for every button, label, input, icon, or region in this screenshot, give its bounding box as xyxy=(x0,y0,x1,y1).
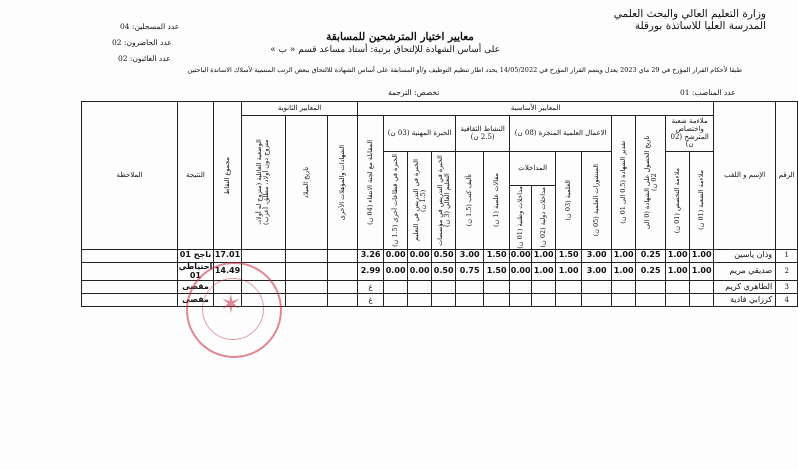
cell: 3.00 xyxy=(582,249,612,262)
cell xyxy=(242,249,286,262)
header-talks-int: مداخلات دولية (02 ن) xyxy=(532,186,556,250)
cell xyxy=(432,281,456,294)
header-exp-teaching: الخبرة في التدريس في التعليم (1.5 ن) xyxy=(408,152,432,250)
cell: 1.00 xyxy=(556,262,582,281)
cell xyxy=(484,281,510,294)
cell: 1.00 xyxy=(612,262,636,281)
cell xyxy=(582,281,612,294)
official-stamp xyxy=(186,262,282,358)
table-row xyxy=(82,262,798,281)
cell: 1.00 xyxy=(666,249,690,262)
cell xyxy=(384,294,408,307)
header-prof-group: الخبرة المهنية (03 ن) xyxy=(384,116,456,152)
cell xyxy=(690,294,714,307)
cell: 0.00 xyxy=(408,249,432,262)
header-exp-other: الخبرة في قطاعات أخرى (1.5 ن) xyxy=(384,152,408,250)
cell: 1.50 xyxy=(484,249,510,262)
row-rank: 2 xyxy=(776,262,798,281)
cell xyxy=(456,294,484,307)
row-total: 17.01 xyxy=(214,249,242,262)
present-count: عدد الحاضرون: 02 xyxy=(112,38,172,47)
cell: غ xyxy=(358,281,384,294)
cell xyxy=(408,294,432,307)
row-result: احتياطي 01 xyxy=(178,261,213,280)
cell xyxy=(556,294,582,307)
row-note xyxy=(82,281,178,294)
registered-count: عدد المسجلين: 04 xyxy=(120,22,180,31)
cell xyxy=(384,281,408,294)
cell: 1.00 xyxy=(612,249,636,262)
header-talks: المداخلات xyxy=(510,152,556,186)
cell xyxy=(510,281,532,294)
cell: 0.00 xyxy=(384,262,408,281)
cell xyxy=(328,294,358,307)
cell: 1.50 xyxy=(484,262,510,281)
cell xyxy=(432,294,456,307)
cell: 0.50 xyxy=(432,249,456,262)
header-result: النتيجة xyxy=(178,102,214,250)
row-note xyxy=(82,249,178,262)
cell: 1.00 xyxy=(532,249,556,262)
header-sec-family: الوضعية العائلية (متزوج له أولاد، متزوج دون أولاد، مطلق، أعزب) xyxy=(242,116,286,250)
row-rank: 1 xyxy=(776,249,798,262)
page-title: معايير اختيار المترشحين للمسابقة xyxy=(326,31,474,43)
cell xyxy=(484,294,510,307)
cell: 1.00 xyxy=(690,262,714,281)
header-scientific: العلمية (03 ن) xyxy=(556,152,582,250)
cell xyxy=(666,294,690,307)
cell: 3.00 xyxy=(456,249,484,262)
row-rank: 4 xyxy=(776,294,798,307)
cell xyxy=(532,294,556,307)
header-articles: مقالات علمية (1 ن) xyxy=(484,152,510,250)
row-name: كرزابي فادية xyxy=(714,294,776,307)
cell: 0.00 xyxy=(384,249,408,262)
absent-count: عدد الغائبون: 02 xyxy=(118,54,171,63)
header-cultural-group: النشاط الثقافية (2.5 ن) xyxy=(456,116,510,152)
cell xyxy=(636,294,666,307)
legal-reference: طبقا لأحكام القرار المؤرخ في 29 ماي 2023 يعدل ويتمم القرار المؤرخ في 14/05/2022 يحدد اطار تنظيم التوظيف و/أو المسابقة على أساس الشهادة للالتحاق ببعض الرتب المنتمية لأسلاك الاساتذة الباحثين xyxy=(187,66,742,74)
header-total: مجموع النقاط xyxy=(214,102,242,250)
cell: 2.99 xyxy=(358,262,384,281)
cell: 0.25 xyxy=(636,262,666,281)
cell xyxy=(556,281,582,294)
header-notes: الملاحظة xyxy=(82,102,178,250)
cell xyxy=(328,262,358,281)
header-name: الإسم و اللقب xyxy=(714,102,776,250)
cell xyxy=(328,281,358,294)
cell xyxy=(286,281,328,294)
cell: 1.50 xyxy=(556,249,582,262)
row-total: 14.49 xyxy=(214,262,242,281)
cell: 3.26 xyxy=(358,249,384,262)
cell xyxy=(408,281,432,294)
row-name: صديقي مريم xyxy=(714,262,776,281)
cell xyxy=(636,281,666,294)
row-note xyxy=(82,262,178,281)
criteria-table xyxy=(81,101,798,307)
row-result: ناجح 01 xyxy=(178,249,214,262)
page-subtitle: على أساس الشهادة للإلتحاق برتبة: أستاذ مساعد قسم « ب » xyxy=(270,45,500,55)
cell xyxy=(456,281,484,294)
row-note xyxy=(82,294,178,307)
header-books: تأليف كتب (1.5 ن) xyxy=(456,152,484,250)
row-result: مقصى xyxy=(178,281,214,294)
stamp-star-icon: ✶ xyxy=(220,290,242,320)
cell: 0.25 xyxy=(636,249,666,262)
cell: 3.00 xyxy=(582,262,612,281)
cell: غ xyxy=(358,294,384,307)
specialty: تخصص: الترجمة xyxy=(388,88,440,97)
table-row xyxy=(82,249,798,262)
cell xyxy=(582,294,612,307)
cell xyxy=(328,249,358,262)
header-basic-criteria: المعايير الأساسية xyxy=(358,102,714,116)
header-works-group: الاعمال العلمية المنجزة (08 ن) xyxy=(510,116,612,152)
header-fit-group: ملاءمة شعبة واختصاص المترشح (02 ن) xyxy=(666,116,714,152)
row-rank: 3 xyxy=(776,281,798,294)
cell: 0.00 xyxy=(510,249,532,262)
row-name: وذان ياسين xyxy=(714,249,776,262)
header-fit-spec: ملاءمة التخصص (01 ن) xyxy=(666,152,690,250)
cell: 0.50 xyxy=(432,262,456,281)
header-interview: المقابلة مع لجنة الانتقاء (04 ن) xyxy=(358,116,384,250)
header-other-certs: الشهادات والمؤهلات الأخرى xyxy=(328,116,358,250)
header-grade: تقدير الشهادة (0.5 الى 01 ن) xyxy=(612,116,636,250)
posts-count: عدد المناصب: 01 xyxy=(680,88,736,97)
cell xyxy=(612,294,636,307)
header-pubs: المنشورات العلمية (05 ن) xyxy=(582,152,612,250)
cell: 0.00 xyxy=(408,262,432,281)
row-name: الطاهري كريم xyxy=(714,281,776,294)
cell: 1.00 xyxy=(532,262,556,281)
cell xyxy=(286,249,328,262)
header-fit-branch: ملاءمة الشعبة (01 ن) xyxy=(690,152,714,250)
header-secondary-criteria: المعايير الثانوية xyxy=(242,102,358,116)
cell xyxy=(286,294,328,307)
cell xyxy=(286,262,328,281)
ministry-name: وزارة التعليم العالي والبحث العلمي xyxy=(613,8,766,20)
school-name: المدرسة العليا للاساتذة بورقلة xyxy=(634,20,766,32)
cell: 1.00 xyxy=(690,249,714,262)
cell xyxy=(510,294,532,307)
cell: 1.00 xyxy=(666,262,690,281)
header-sec-date: تاريخ الميلاد xyxy=(286,116,328,250)
header-talks-nat: مداخلات وطنية (01 ن) xyxy=(510,186,532,250)
header-date: تاريخ الحصول على الشهادة (0 الى 02 ن) xyxy=(636,116,666,250)
cell xyxy=(532,281,556,294)
cell xyxy=(612,281,636,294)
row-result: مقصى xyxy=(178,294,214,307)
header-exp-higher: الخبرة في التدريس في مؤسسات التعليم العالي (3 ن) xyxy=(432,152,456,250)
cell: 0.00 xyxy=(510,262,532,281)
cell xyxy=(666,281,690,294)
cell xyxy=(690,281,714,294)
cell: 0.75 xyxy=(456,262,484,281)
header-rank: الرقم xyxy=(776,102,798,250)
